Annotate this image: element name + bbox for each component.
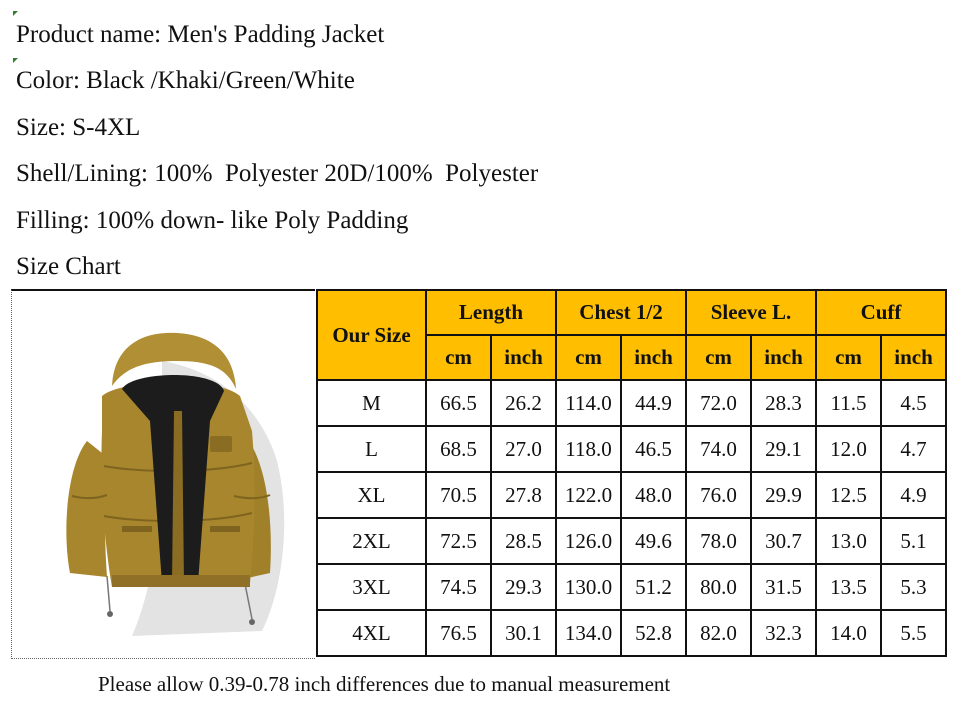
unit-header: inch bbox=[881, 335, 946, 380]
value-cell: 44.9 bbox=[621, 380, 686, 426]
value-cell: 27.0 bbox=[491, 426, 556, 472]
table-row bbox=[317, 610, 946, 656]
value-cell: 32.3 bbox=[751, 610, 816, 656]
sleeve-header: Sleeve L. bbox=[686, 290, 816, 335]
value-cell: 30.7 bbox=[751, 518, 816, 564]
value-cell: 5.1 bbox=[881, 518, 946, 564]
value-cell: 4.7 bbox=[881, 426, 946, 472]
size-cell: 3XL bbox=[317, 564, 426, 610]
value-cell: 72.0 bbox=[686, 380, 751, 426]
length-header: Length bbox=[426, 290, 556, 335]
khaki-hooded-puffer-jacket-icon bbox=[12, 291, 314, 657]
value-cell: 12.5 bbox=[816, 472, 881, 518]
corner-marker bbox=[13, 58, 18, 63]
product-color: Color: Black /Khaki/Green/White bbox=[16, 67, 355, 94]
value-cell: 118.0 bbox=[556, 426, 621, 472]
value-cell: 46.5 bbox=[621, 426, 686, 472]
value-cell: 70.5 bbox=[426, 472, 491, 518]
size-cell: M bbox=[317, 380, 426, 426]
value-cell: 28.3 bbox=[751, 380, 816, 426]
value-cell: 76.5 bbox=[426, 610, 491, 656]
value-cell: 130.0 bbox=[556, 564, 621, 610]
value-cell: 29.3 bbox=[491, 564, 556, 610]
unit-header: cm bbox=[686, 335, 751, 380]
value-cell: 72.5 bbox=[426, 518, 491, 564]
size-cell: XL bbox=[317, 472, 426, 518]
value-cell: 5.3 bbox=[881, 564, 946, 610]
value-cell: 74.0 bbox=[686, 426, 751, 472]
value-cell: 126.0 bbox=[556, 518, 621, 564]
size-cell: 2XL bbox=[317, 518, 426, 564]
unit-header: cm bbox=[556, 335, 621, 380]
value-cell: 12.0 bbox=[816, 426, 881, 472]
unit-header: cm bbox=[816, 335, 881, 380]
value-cell: 48.0 bbox=[621, 472, 686, 518]
value-cell: 49.6 bbox=[621, 518, 686, 564]
value-cell: 13.5 bbox=[816, 564, 881, 610]
unit-header: cm bbox=[426, 335, 491, 380]
table-row bbox=[317, 518, 946, 564]
value-cell: 76.0 bbox=[686, 472, 751, 518]
product-filling: Filling: 100% down- like Poly Padding bbox=[16, 207, 409, 234]
value-cell: 134.0 bbox=[556, 610, 621, 656]
table-row bbox=[317, 380, 946, 426]
value-cell: 26.2 bbox=[491, 380, 556, 426]
value-cell: 122.0 bbox=[556, 472, 621, 518]
value-cell: 5.5 bbox=[881, 610, 946, 656]
product-size: Size: S-4XL bbox=[16, 114, 141, 141]
table-row bbox=[317, 426, 946, 472]
chest-header: Chest 1/2 bbox=[556, 290, 686, 335]
corner-marker bbox=[13, 11, 18, 16]
value-cell: 30.1 bbox=[491, 610, 556, 656]
value-cell: 27.8 bbox=[491, 472, 556, 518]
product-shell-lining: Shell/Lining: 100% Polyester 20D/100% Polyester bbox=[16, 160, 539, 187]
size-chart-title: Size Chart bbox=[16, 253, 121, 280]
value-cell: 4.9 bbox=[881, 472, 946, 518]
value-cell: 4.5 bbox=[881, 380, 946, 426]
product-name: Product name: Men's Padding Jacket bbox=[16, 21, 385, 48]
value-cell: 28.5 bbox=[491, 518, 556, 564]
value-cell: 11.5 bbox=[816, 380, 881, 426]
value-cell: 68.5 bbox=[426, 426, 491, 472]
table-row bbox=[317, 472, 946, 518]
value-cell: 80.0 bbox=[686, 564, 751, 610]
value-cell: 31.5 bbox=[751, 564, 816, 610]
cuff-header: Cuff bbox=[816, 290, 946, 335]
measurement-note: Please allow 0.39-0.78 inch differences due to manual measurement bbox=[98, 672, 671, 696]
unit-header: inch bbox=[751, 335, 816, 380]
value-cell: 78.0 bbox=[686, 518, 751, 564]
value-cell: 74.5 bbox=[426, 564, 491, 610]
value-cell: 29.9 bbox=[751, 472, 816, 518]
value-cell: 29.1 bbox=[751, 426, 816, 472]
value-cell: 82.0 bbox=[686, 610, 751, 656]
value-cell: 51.2 bbox=[621, 564, 686, 610]
unit-header: inch bbox=[621, 335, 686, 380]
value-cell: 14.0 bbox=[816, 610, 881, 656]
table-row bbox=[317, 564, 946, 610]
size-cell: 4XL bbox=[317, 610, 426, 656]
value-cell: 13.0 bbox=[816, 518, 881, 564]
value-cell: 52.8 bbox=[621, 610, 686, 656]
our-size-header: Our Size bbox=[317, 290, 426, 380]
value-cell: 114.0 bbox=[556, 380, 621, 426]
unit-header: inch bbox=[491, 335, 556, 380]
size-chart-table bbox=[316, 289, 947, 657]
product-photo bbox=[11, 289, 315, 659]
value-cell: 66.5 bbox=[426, 380, 491, 426]
size-cell: L bbox=[317, 426, 426, 472]
